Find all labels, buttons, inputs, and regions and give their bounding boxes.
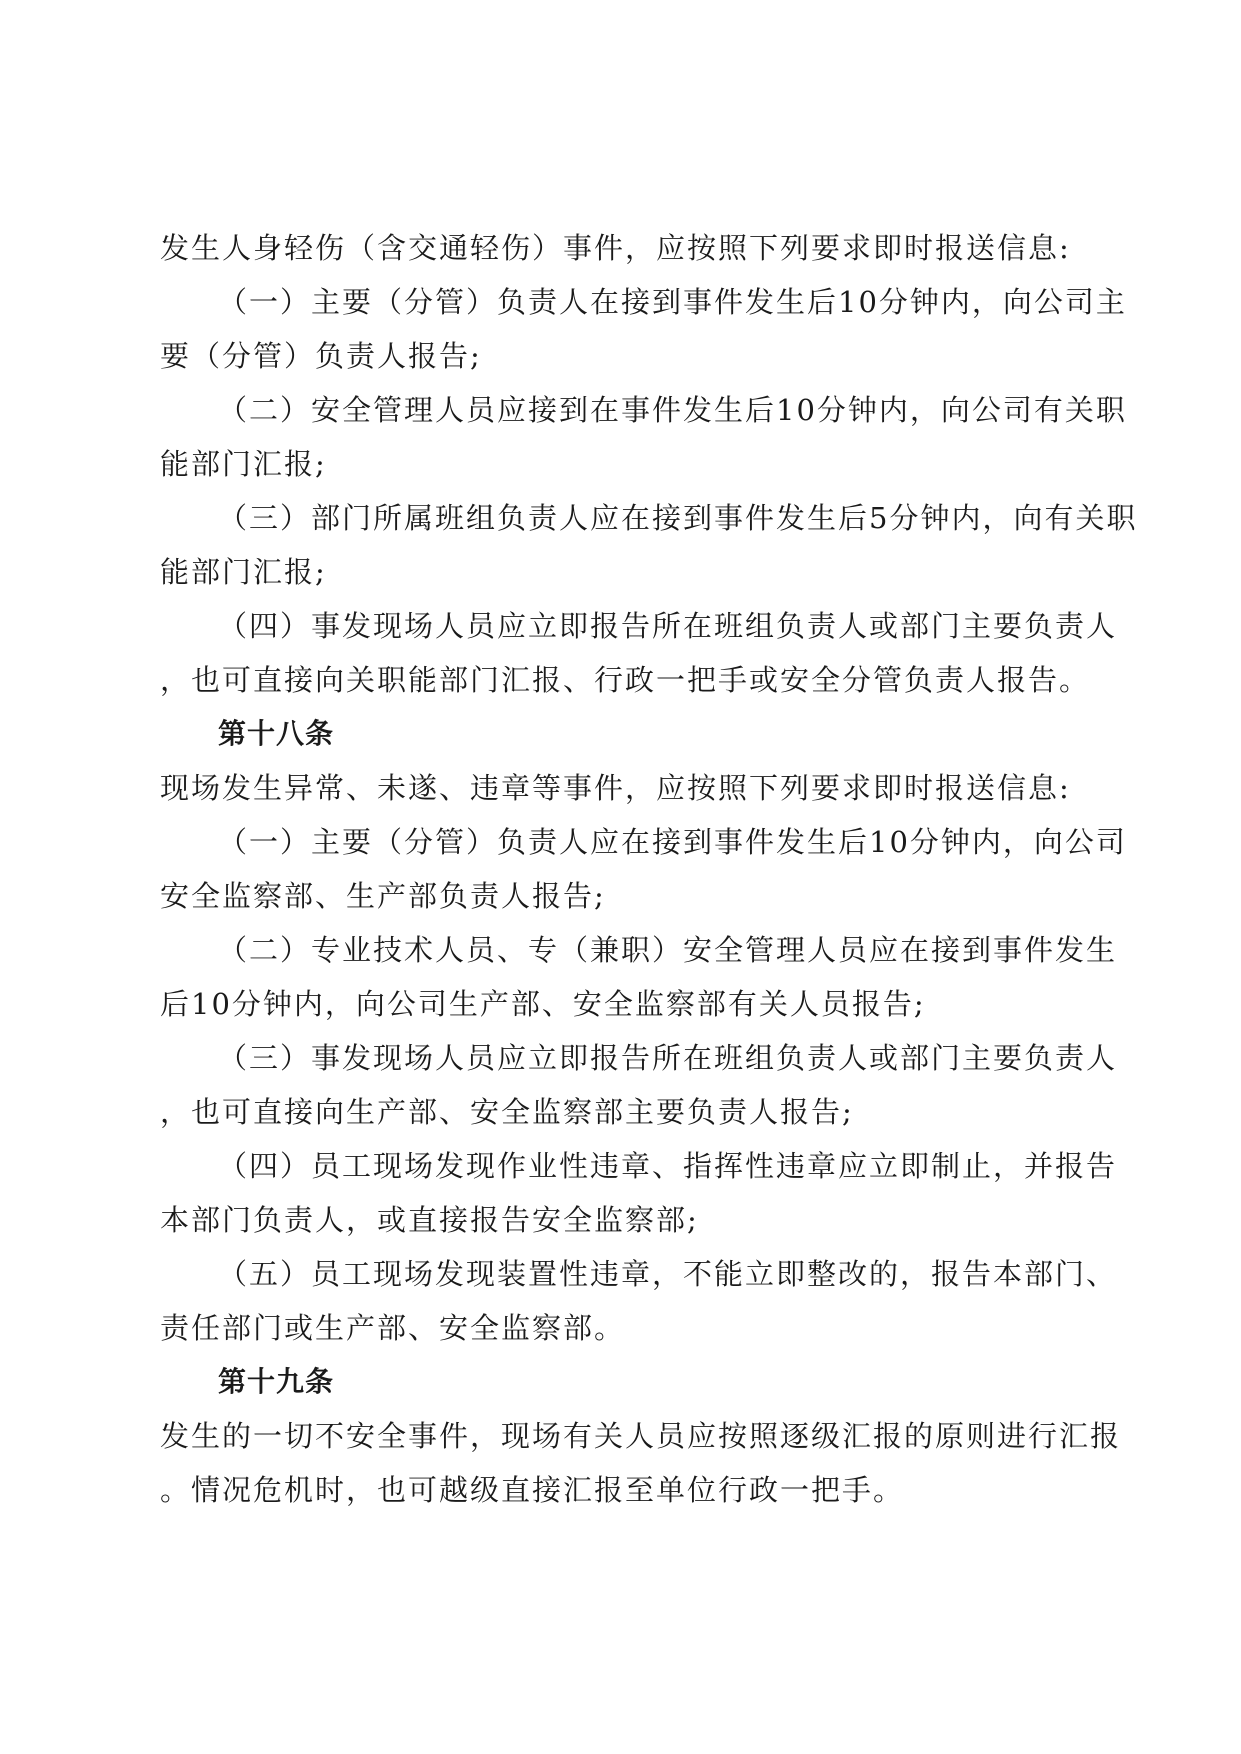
paragraph-line: 能部门汇报; — [160, 555, 327, 589]
paragraph-line: （二）专业技术人员、专（兼职）安全管理人员应在接到事件发生 — [218, 933, 1118, 967]
paragraph-line: 能部门汇报; — [160, 447, 327, 481]
paragraph-line: ，也可直接向关职能部门汇报、行政一把手或安全分管负责人报告。 — [160, 663, 1091, 697]
paragraph-line: 本部门负责人，或直接报告安全监察部; — [160, 1203, 699, 1237]
paragraph-line: 发生的一切不安全事件，现场有关人员应按照逐级汇报的原则进行汇报 — [160, 1419, 1122, 1453]
document-body — [160, 221, 1138, 1517]
paragraph-line: （二）安全管理人员应接到在事件发生后10分钟内，向公司有关职 — [218, 393, 1127, 427]
paragraph-line: 责任部门或生产部、安全监察部。 — [160, 1311, 626, 1345]
paragraph-line: （三）部门所属班组负责人应在接到事件发生后5分钟内，向有关职 — [218, 501, 1138, 535]
paragraph-line: 安全监察部、生产部负责人报告; — [160, 879, 606, 913]
paragraph-line: （一）主要（分管）负责人应在接到事件发生后10分钟内，向公司 — [218, 825, 1127, 859]
paragraph-line: （四）事发现场人员应立即报告所在班组负责人或部门主要负责人 — [218, 609, 1118, 643]
paragraph-line: （一）主要（分管）负责人在接到事件发生后10分钟内，向公司主 — [218, 285, 1127, 319]
paragraph-line: （五）员工现场发现装置性违章，不能立即整改的，报告本部门、 — [218, 1257, 1118, 1291]
paragraph-line: （四）员工现场发现作业性违章、指挥性违章应立即制止，并报告 — [218, 1149, 1118, 1183]
paragraph-line: 要（分管）负责人报告; — [160, 339, 482, 373]
paragraph-line: 后10分钟内，向公司生产部、安全监察部有关人员报告; — [160, 987, 926, 1021]
paragraph-line: （三）事发现场人员应立即报告所在班组负责人或部门主要负责人 — [218, 1041, 1118, 1075]
paragraph-line: 现场发生异常、未遂、违章等事件，应按照下列要求即时报送信息: — [160, 771, 1071, 805]
paragraph-line: 发生人身轻伤（含交通轻伤）事件，应按照下列要求即时报送信息: — [160, 231, 1071, 265]
paragraph-line: 。情况危机时，也可越级直接汇报至单位行政一把手。 — [160, 1473, 905, 1507]
paragraph-line: ，也可直接向生产部、安全监察部主要负责人报告; — [160, 1095, 854, 1129]
article-heading: 第十八条 — [218, 717, 335, 750]
article-heading: 第十九条 — [218, 1365, 335, 1398]
